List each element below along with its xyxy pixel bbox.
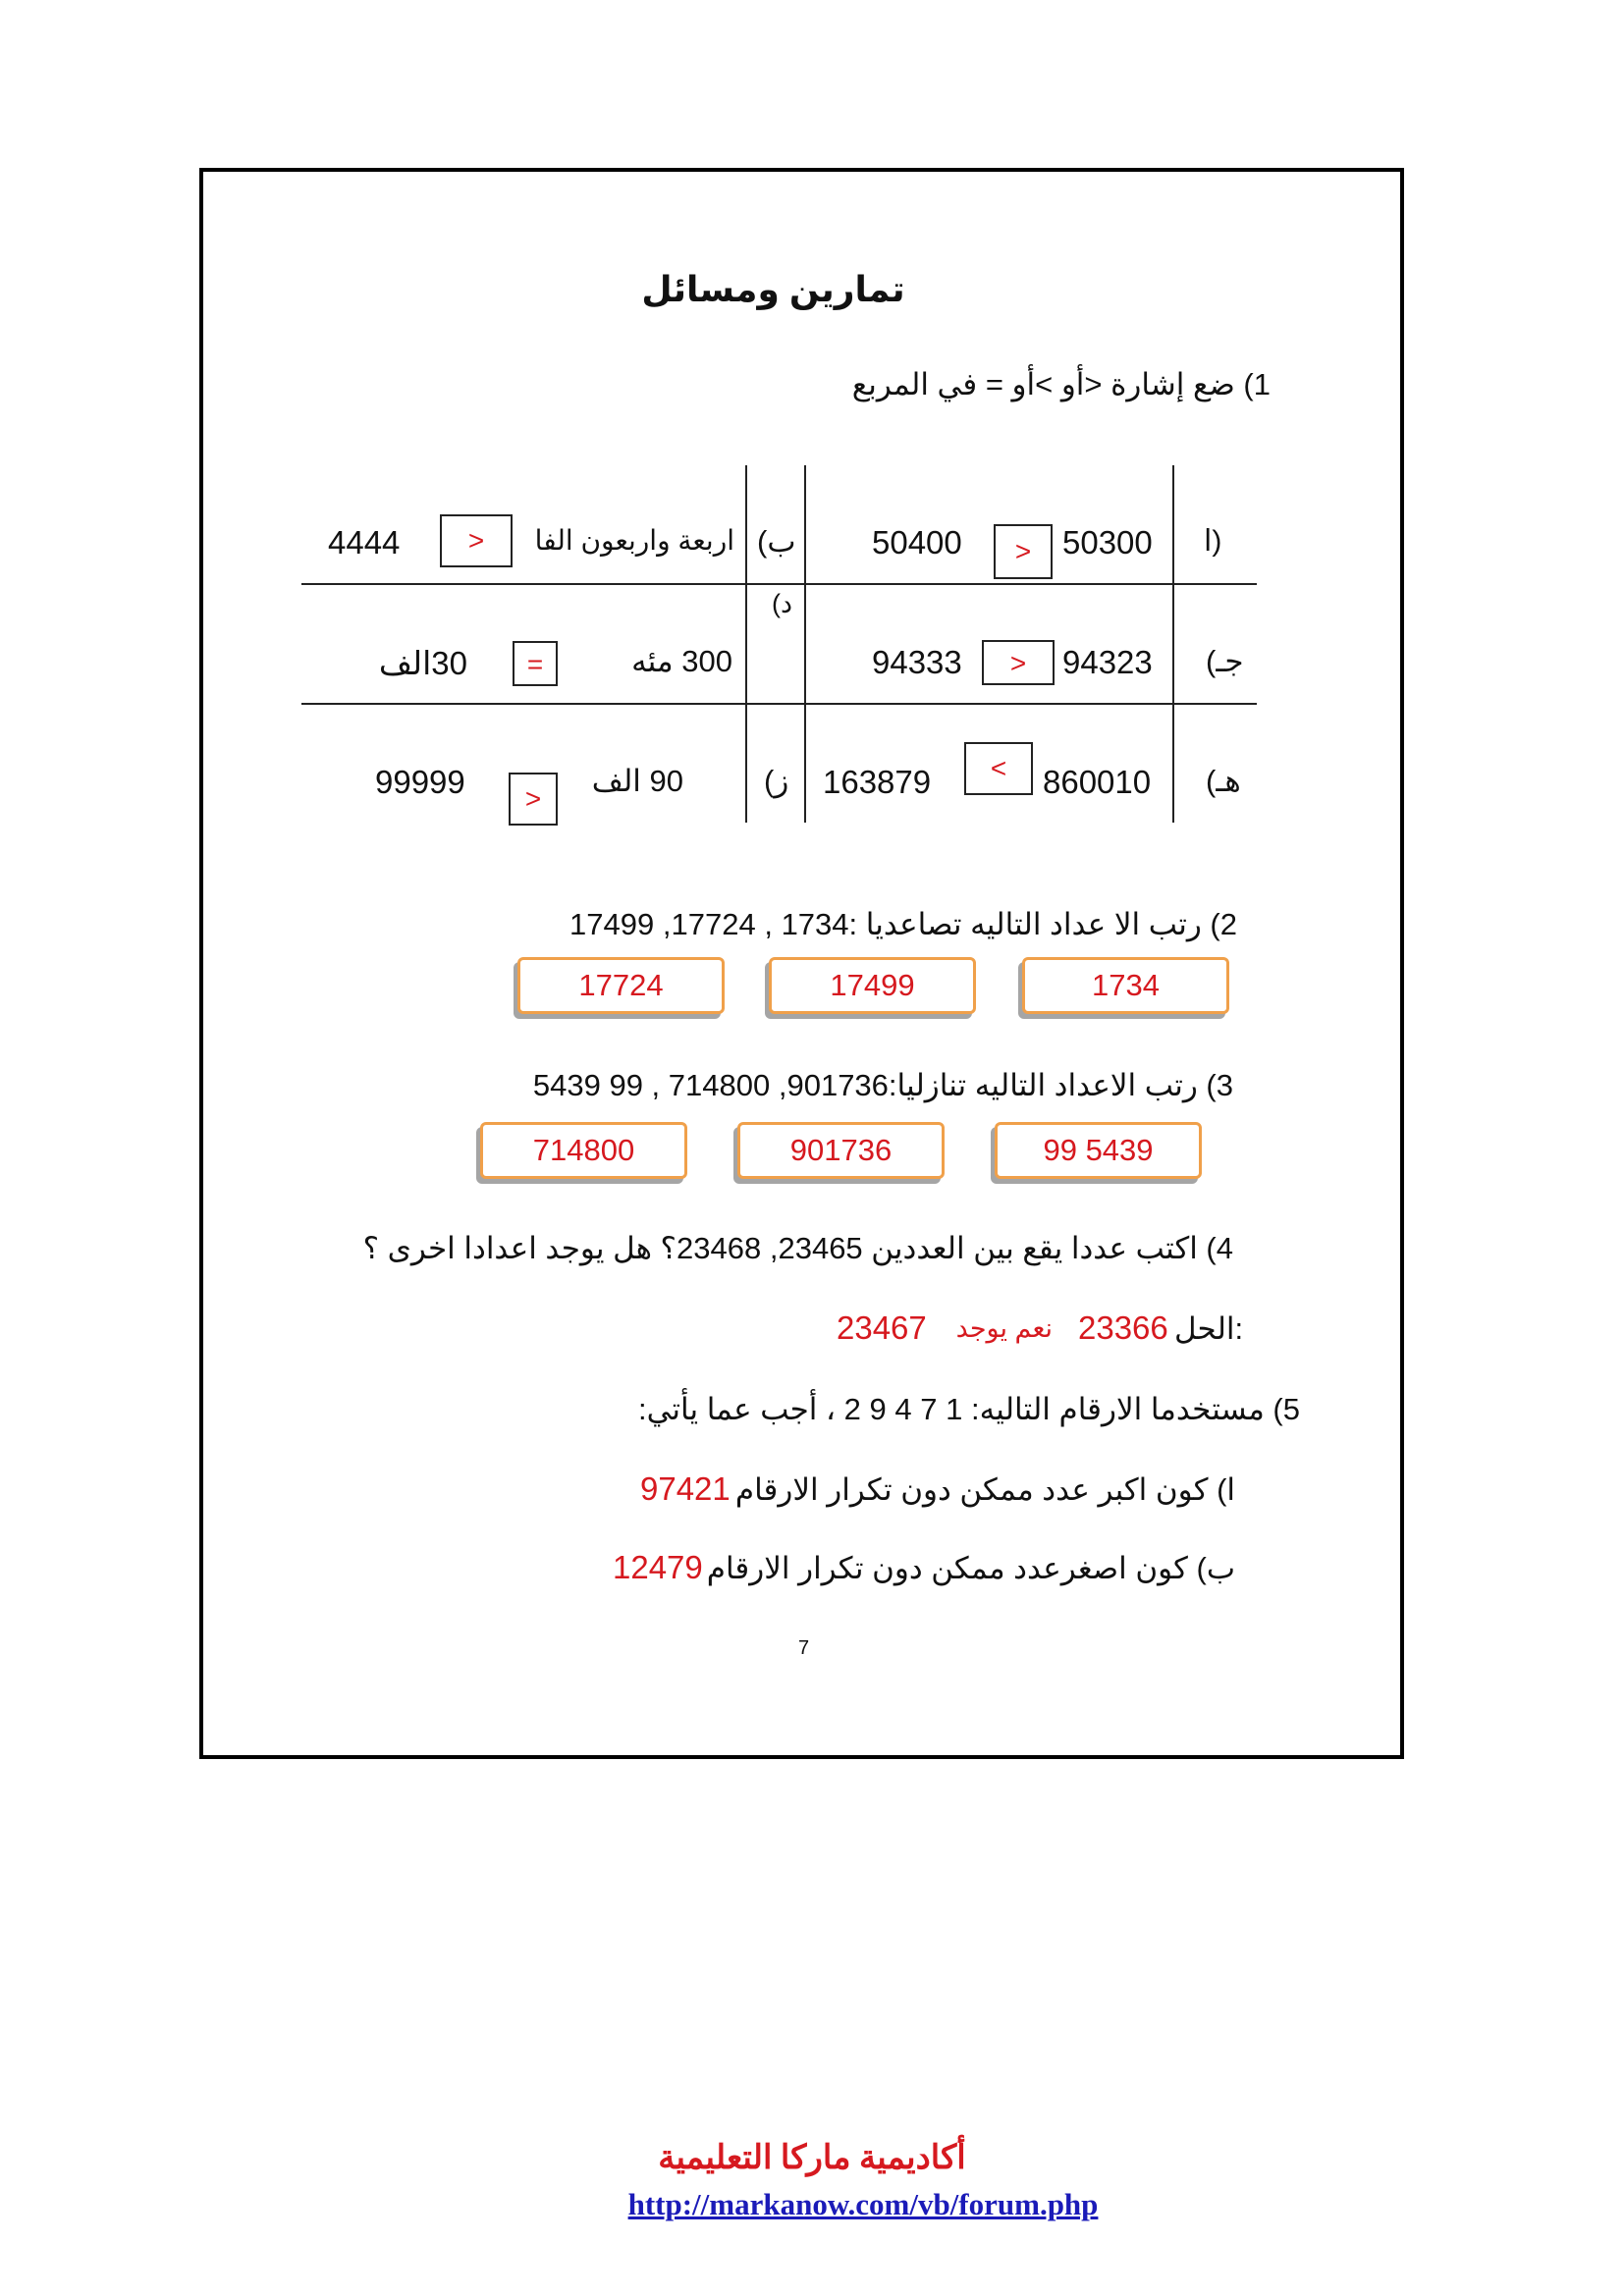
q3-answer-1[interactable]: 99 5439 (995, 1122, 1202, 1179)
row1-left-sign-box[interactable]: > (440, 514, 513, 567)
q2-answer-2[interactable]: 17499 (769, 957, 976, 1014)
q4-solution-a: 23366 (1078, 1309, 1168, 1346)
q5-b-answer: 12479 (613, 1549, 703, 1585)
grid-hline-1 (301, 583, 1257, 585)
row2-right-a: 94323 (1062, 644, 1153, 680)
q2-prompt: 2) رتب الا عداد التاليه تصاعديا :1734 , 17724, 17499 (569, 907, 1237, 941)
row1-right-sign-box[interactable]: > (994, 524, 1053, 579)
q2-answer-1[interactable]: 1734 (1022, 957, 1229, 1014)
q5-a-text: ا) كون اكبر عدد ممكن دون تكرار الارقام (734, 1472, 1235, 1507)
row3-left-sign-box[interactable]: > (509, 773, 558, 826)
row1-right-a: 50300 (1062, 524, 1153, 561)
q2-answer-3[interactable]: 17724 (517, 957, 725, 1014)
row2-left-num: 30الف (378, 645, 467, 681)
q5-b-text: ب) كون اصغرعدد ممكن دون تكرار الارقام (706, 1551, 1235, 1585)
q3-answer-3[interactable]: 714800 (480, 1122, 687, 1179)
grid-hline-2 (301, 703, 1257, 705)
q5-a-answer: 97421 (640, 1470, 731, 1507)
q4-solution-label: الحل: (1174, 1311, 1244, 1346)
row2-right-sign-box[interactable]: > (982, 640, 1055, 685)
q4-prompt: 4) اكتب عددا يقع بين العددين 23465, 23468؟ هل يوجد اعدادا اخرى ؟ (362, 1231, 1233, 1265)
row1-left-text: اربعة واربعون الفا (534, 525, 734, 556)
academy-name: أكاديمية ماركا التعليمية (658, 2140, 966, 2176)
row3-right-sign-box[interactable]: < (964, 742, 1033, 795)
q3-prompt: 3) رتب الاعداد التاليه تنازليا:901736, 714800 , 99 5439 (532, 1068, 1233, 1102)
page-title: تمارين ومسائل (641, 269, 905, 309)
row2-left-sign-box[interactable]: = (513, 641, 558, 686)
grid-vline-3 (1172, 465, 1174, 823)
row1-left-letter: ب) (757, 524, 796, 559)
row2-right-letter: جـ) (1206, 644, 1244, 678)
row3-right-a: 860010 (1043, 764, 1152, 800)
q4-solution-yes: نعم يوجد (955, 1313, 1053, 1343)
q5-prompt: 5) مستخدما الارقام التاليه: 1 7 4 9 2 ، أجب عما يأتي: (637, 1392, 1300, 1426)
row2-left-text: 300 مئه (631, 644, 732, 678)
row1-left-num: 4444 (328, 524, 401, 561)
row1-right-b: 50400 (872, 524, 962, 561)
row3-left-num: 99999 (375, 764, 465, 800)
grid-vline-2 (804, 465, 806, 823)
q1-prompt: 1) ضع إشارة <أو >أو = في المربع (851, 367, 1271, 401)
row3-right-b: 163879 (823, 764, 932, 800)
row1-right-letter: ا) (1204, 525, 1222, 558)
forum-link[interactable]: http://markanow.com/vb/forum.php (627, 2187, 1099, 2221)
row2-right-b: 94333 (872, 644, 962, 680)
q4-solution-b: 23467 (837, 1309, 927, 1346)
row2-left-letter-top: د) (772, 589, 793, 618)
page-number: 7 (798, 1637, 810, 1659)
row3-left-text: 90 الف (591, 764, 683, 798)
grid-vline-1 (745, 465, 747, 823)
row3-left-letter: ز) (764, 764, 789, 798)
row3-right-letter: هـ) (1206, 764, 1241, 798)
q3-answer-2[interactable]: 901736 (737, 1122, 945, 1179)
